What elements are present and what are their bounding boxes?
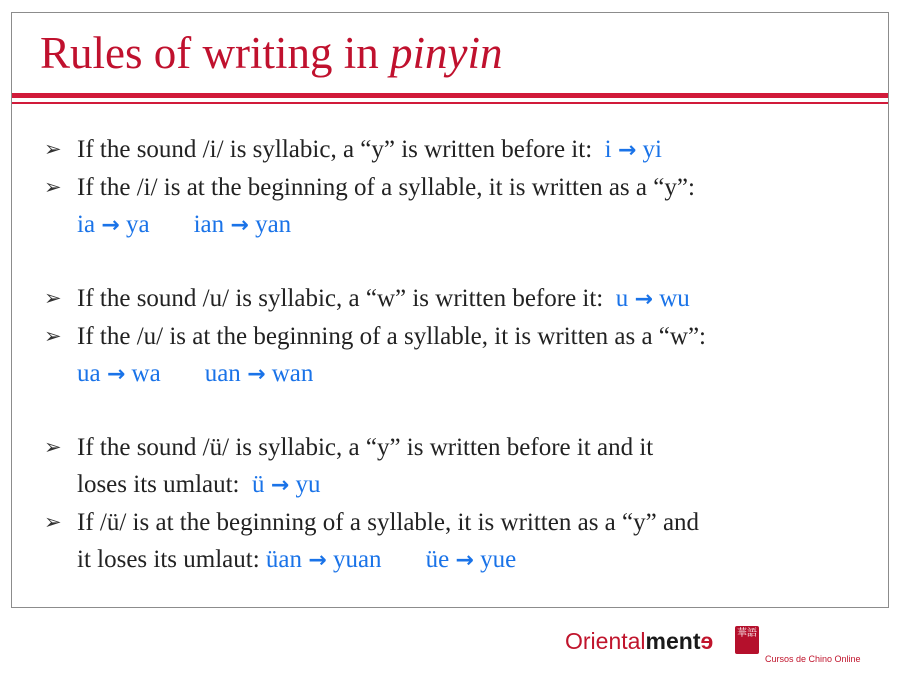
rule-examples (44, 206, 874, 244)
spacer (44, 393, 874, 429)
bullet-icon: ➢ (44, 510, 62, 534)
rule-continuation (44, 541, 874, 579)
example-to: yuan (332, 546, 382, 573)
arrow-icon: → (230, 213, 249, 238)
title-main: Rules of writing in (40, 28, 390, 78)
example-to: ya (125, 211, 150, 238)
example-from: ua (77, 360, 101, 387)
rule-item (44, 504, 874, 541)
rule-item (44, 280, 874, 318)
logo-tagline: Cursos de Chino Online (765, 654, 861, 664)
example-from: uan (204, 360, 241, 387)
seal-icon: 華語 (735, 626, 759, 654)
logo-wordmark (565, 628, 713, 655)
title-divider-thin (12, 102, 888, 104)
example-from: ia (77, 211, 96, 238)
rule-item (44, 131, 874, 169)
example-pair (266, 546, 382, 573)
rule-item (44, 318, 874, 355)
example-to: wa (131, 360, 161, 387)
rule-text: If the sound /ü/ is syllabic, a “y” is written before it and it (77, 434, 654, 461)
arrow-icon: → (617, 138, 637, 163)
rule-continuation (44, 466, 874, 504)
arrow-icon: → (106, 362, 126, 387)
rule-text: If the sound /u/ is syllabic, a “w” is written before it: (77, 285, 604, 312)
spacer (44, 244, 874, 280)
arrow-icon: → (101, 213, 120, 238)
example-from: i (604, 136, 612, 163)
bullet-icon: ➢ (44, 175, 62, 199)
example-to: yu (295, 471, 321, 498)
rule-text: If /ü/ is at the beginning of a syllable, it is written as a “y” and (77, 509, 700, 536)
logo-brand-bold: ment (645, 628, 701, 654)
title-divider-thick (12, 93, 888, 98)
example-to: yan (255, 211, 292, 238)
example-from: ian (193, 211, 225, 238)
example-pair (426, 546, 517, 573)
bullet-icon: ➢ (44, 286, 62, 310)
example-to: yue (480, 546, 517, 573)
arrow-icon: → (247, 362, 266, 387)
slide-title (40, 28, 503, 78)
example-pair (77, 360, 161, 387)
rule-text: If the sound /i/ is syllabic, a “y” is written before it: (77, 136, 593, 163)
rule-text: loses its umlaut: (77, 471, 240, 498)
logo-brand-light: Oriental (565, 628, 646, 654)
title-italic: pinyin (389, 28, 503, 78)
rule-text: If the /i/ is at the beginning of a syllable, it is written as a “y”: (77, 174, 695, 201)
example-to: wu (659, 285, 690, 312)
rule-examples (44, 355, 874, 393)
arrow-icon: → (308, 548, 327, 573)
example-pair (77, 211, 150, 238)
rule-item (44, 169, 874, 206)
example-pair (194, 211, 292, 238)
example-pair (205, 360, 314, 387)
arrow-icon: → (634, 287, 653, 312)
arrow-icon: → (270, 473, 290, 498)
rule-text: it loses its umlaut: (77, 546, 260, 573)
bullet-icon: ➢ (44, 324, 62, 348)
brand-logo (565, 628, 865, 668)
arrow-icon: → (455, 548, 474, 573)
example-to: yi (642, 136, 662, 163)
bullet-icon: ➢ (44, 137, 62, 161)
rule-text: If the /u/ is at the beginning of a syllable, it is written as a “w”: (77, 323, 707, 350)
logo-brand-end: ɘ (700, 628, 714, 654)
example-from: u (615, 285, 629, 312)
slide (11, 12, 889, 608)
bullet-icon: ➢ (44, 435, 62, 459)
example-from: ü (252, 471, 265, 498)
example-from: üan (265, 546, 303, 573)
rules-list (44, 131, 874, 579)
example-to: wan (271, 360, 314, 387)
example-from: üe (425, 546, 450, 573)
rule-item (44, 429, 874, 466)
